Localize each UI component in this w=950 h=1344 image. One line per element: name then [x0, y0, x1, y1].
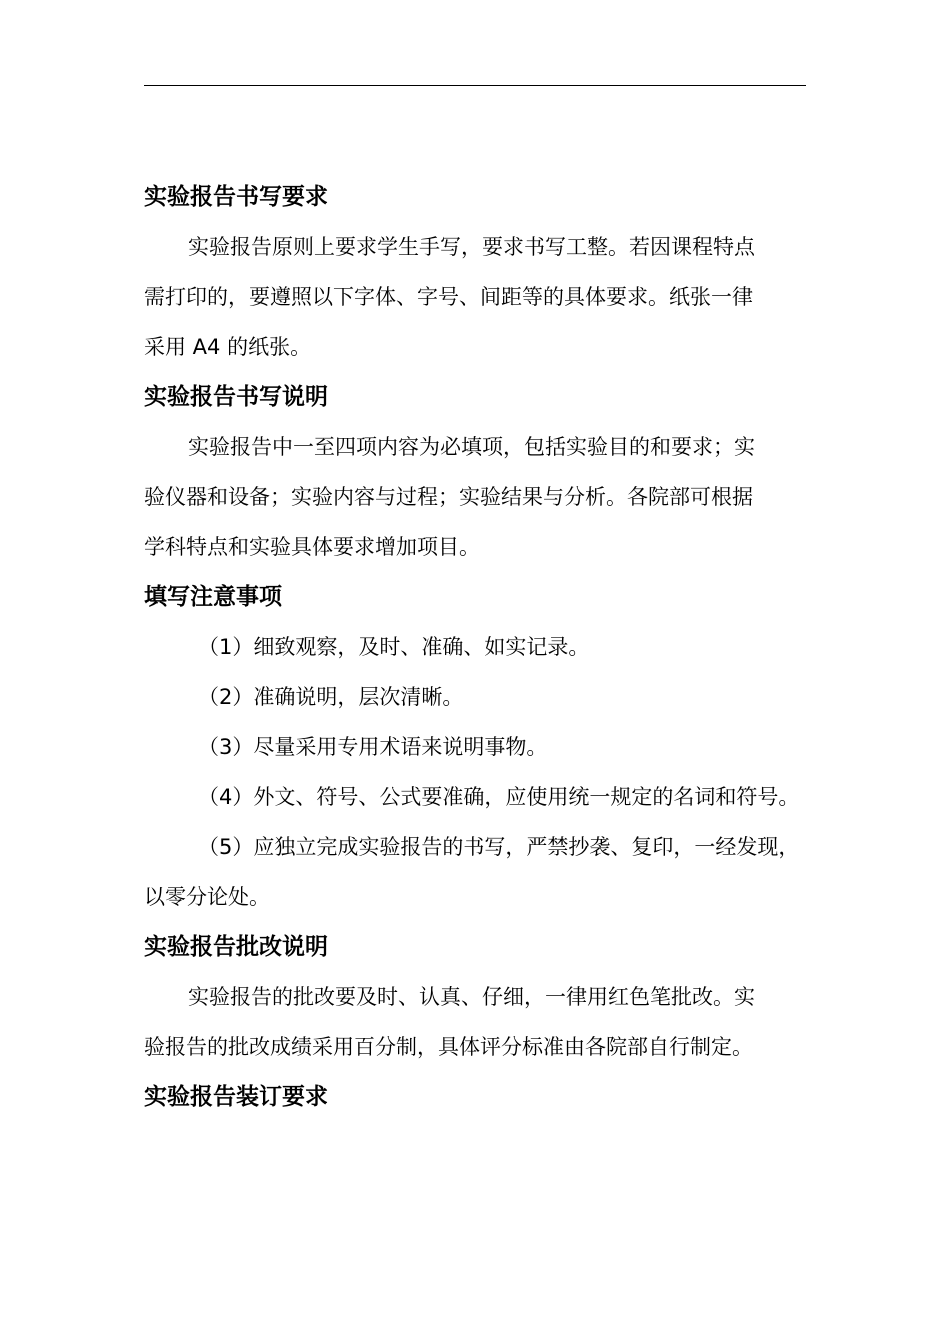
- section-heading-binding: 实验报告装订要求: [144, 1084, 328, 1110]
- header-rule: [144, 85, 806, 86]
- section-heading-notes: 填写注意事项: [144, 584, 282, 610]
- paragraph-line: 采用 A4 的纸张。: [144, 335, 312, 359]
- paragraph-line: 需打印的，要遵照以下字体、字号、间距等的具体要求。纸张一律: [144, 285, 753, 309]
- paragraph-line: 实验报告的批改要及时、认真、仔细，一律用红色笔批改。实: [188, 985, 755, 1009]
- list-item-line: 以零分论处。: [144, 885, 270, 909]
- list-item: （1）细致观察，及时、准确、如实记录。: [198, 635, 590, 659]
- document-body: [144, 172, 824, 1122]
- section-heading-writing-instructions: 实验报告书写说明: [144, 384, 328, 410]
- section-heading-writing-requirements: 实验报告书写要求: [144, 184, 328, 210]
- paragraph-line: 实验报告中一至四项内容为必填项，包括实验目的和要求；实: [188, 435, 755, 459]
- list-item: [144, 822, 824, 922]
- paragraph-line: 实验报告原则上要求学生手写，要求书写工整。若因课程特点: [188, 235, 755, 259]
- paragraph-line: 验报告的批改成绩采用百分制，具体评分标准由各院部自行制定。: [144, 1035, 753, 1059]
- paragraph-grading: [144, 972, 806, 1072]
- section-heading-grading: 实验报告批改说明: [144, 934, 328, 960]
- list-item-line: （5）应独立完成实验报告的书写，严禁抄袭、复印，一经发现，: [198, 835, 800, 859]
- list-item: （3）尽量采用专用术语来说明事物。: [198, 735, 548, 759]
- paragraph-line: 学科特点和实验具体要求增加项目。: [144, 535, 480, 559]
- paragraph-writing-instructions: [144, 422, 806, 572]
- paragraph-writing-requirements: [144, 222, 806, 372]
- list-item: （2）准确说明，层次清晰。: [198, 685, 464, 709]
- paragraph-line: 验仪器和设备；实验内容与过程；实验结果与分析。各院部可根据: [144, 485, 753, 509]
- list-item: （4）外文、符号、公式要准确，应使用统一规定的名词和符号。: [198, 785, 800, 809]
